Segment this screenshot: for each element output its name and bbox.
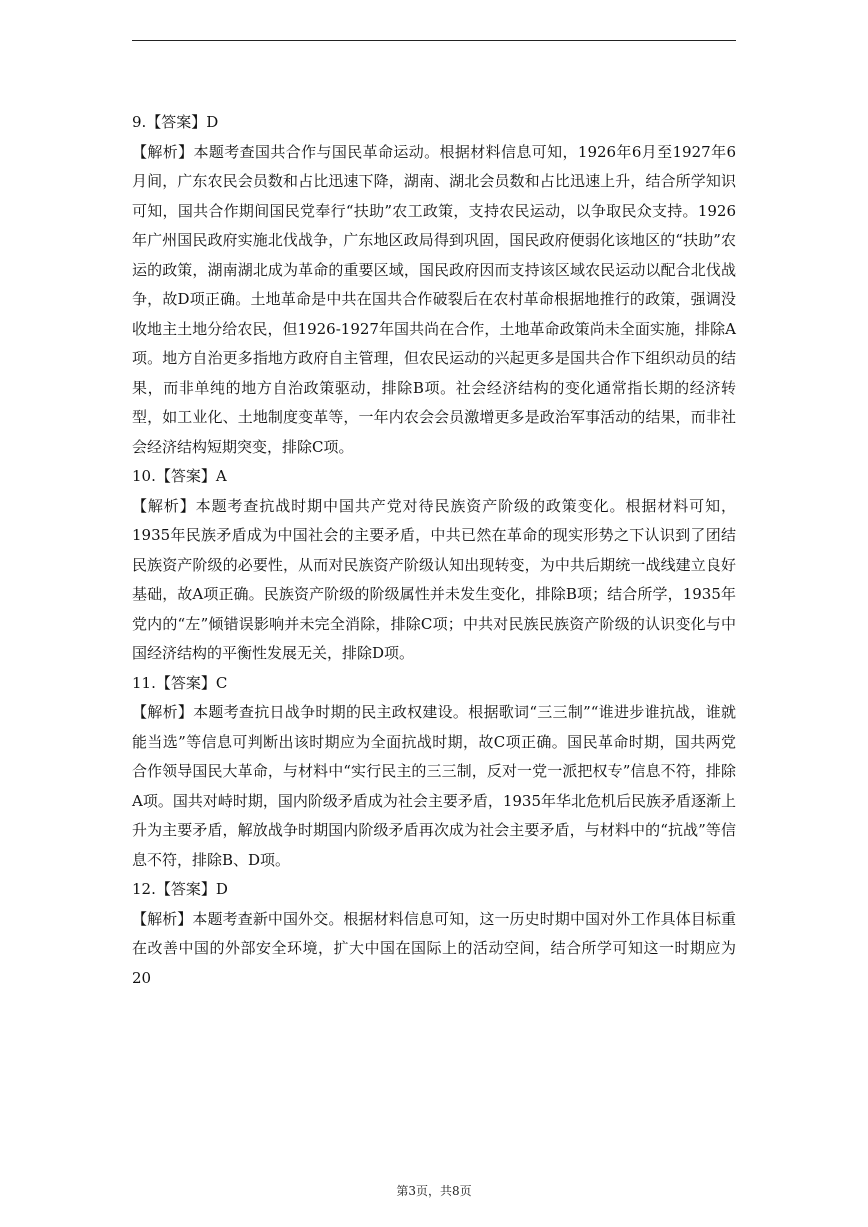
answer-11: 11.【答案】C xyxy=(132,673,228,692)
analysis-12: 【解析】本题考查新中国外交。根据材料信息可知，这一历史时期中国对外工作具体目标重在改善中国的外部安全环境，扩大中国在国际上的活动空间，结合所学可知这一时期应为20 xyxy=(132,909,736,987)
page-number: 第3页，共8页 xyxy=(396,1184,472,1198)
answer-9: 9.【答案】D xyxy=(132,113,219,131)
answer-10: 10.【答案】A xyxy=(132,467,227,485)
analysis-11: 【解析】本题考查抗日战争时期的民主政权建设。根据歌词“三三制”“谁进步谁抗战，谁就能当选”等信息可判断出该时期应为全面抗战时期，故C项正确。国民革命时期，国共两党合作领导国民大革命，与材料中“实行民主的三三制，反对一党一派把权专”信息不符，排除A项。国共对峙时期，国内阶级矛盾成为社会主要矛盾，1935年华北危机后民族矛盾逐渐上升为主要矛盾，解放战争时期国内阶级矛盾再次成为社会主要矛盾，与材料中的“抗战”等信息不符，排除B、D项。 xyxy=(132,703,737,869)
header-rule xyxy=(132,40,736,41)
answer-12: 12.【答案】D xyxy=(132,880,228,898)
document-body xyxy=(132,108,736,993)
analysis-10: 【解析】本题考查抗战时期中国共产党对待民族资产阶级的政策变化。根据材料可知，1935年民族矛盾成为中国社会的主要矛盾，中共已然在革命的现实形势之下认识到了团结民族资产阶级的必要性，从而对民族资产阶级认知出现转变，为中共后期统一战线建立良好基础，故A项正确。民族资产阶级的阶级属性并未发生变化，排除B项；结合所学，1935年党内的“左”倾错误影响并未完全消除，排除C项；中共对民族民族资产阶级的认识变化与中国经济结构的平衡性发展无关，排除D项。 xyxy=(132,496,736,662)
analysis-9: 【解析】本题考查国共合作与国民革命运动。根据材料信息可知，1926年6月至1927年6月间，广东农民会员数和占比迅速下降，湖南、湖北会员数和占比迅速上升，结合所学知识可知，国共合作期间国民党奉行“扶助”农工政策，支持农民运动，以争取民众支持。1926年广州国民政府实施北伐战争，广东地区政局得到巩固，国民政府便弱化该地区的“扶助”农运的政策，湖南湖北成为革命的重要区域，国民政府因而支持该区域农民运动以配合北伐战争，故D项正确。土地革命是中共在国共合作破裂后在农村革命根据地推行的政策，强调没收地主土地分给农民，但1926-1927年国共尚在合作，土地革命政策尚未全面实施，排除A项。地方自治更多指地方政府自主管理，但农民运动的兴起更多是国共合作下组织动员的结果，而非单纯的地方自治政策驱动，排除B项。社会经济结构的变化通常指长期的经济转型，如工业化、土地制度变革等，一年内农会会员激增更多是政治军事活动的结果，而非社会经济结构短期突变，排除C项。 xyxy=(132,142,736,456)
